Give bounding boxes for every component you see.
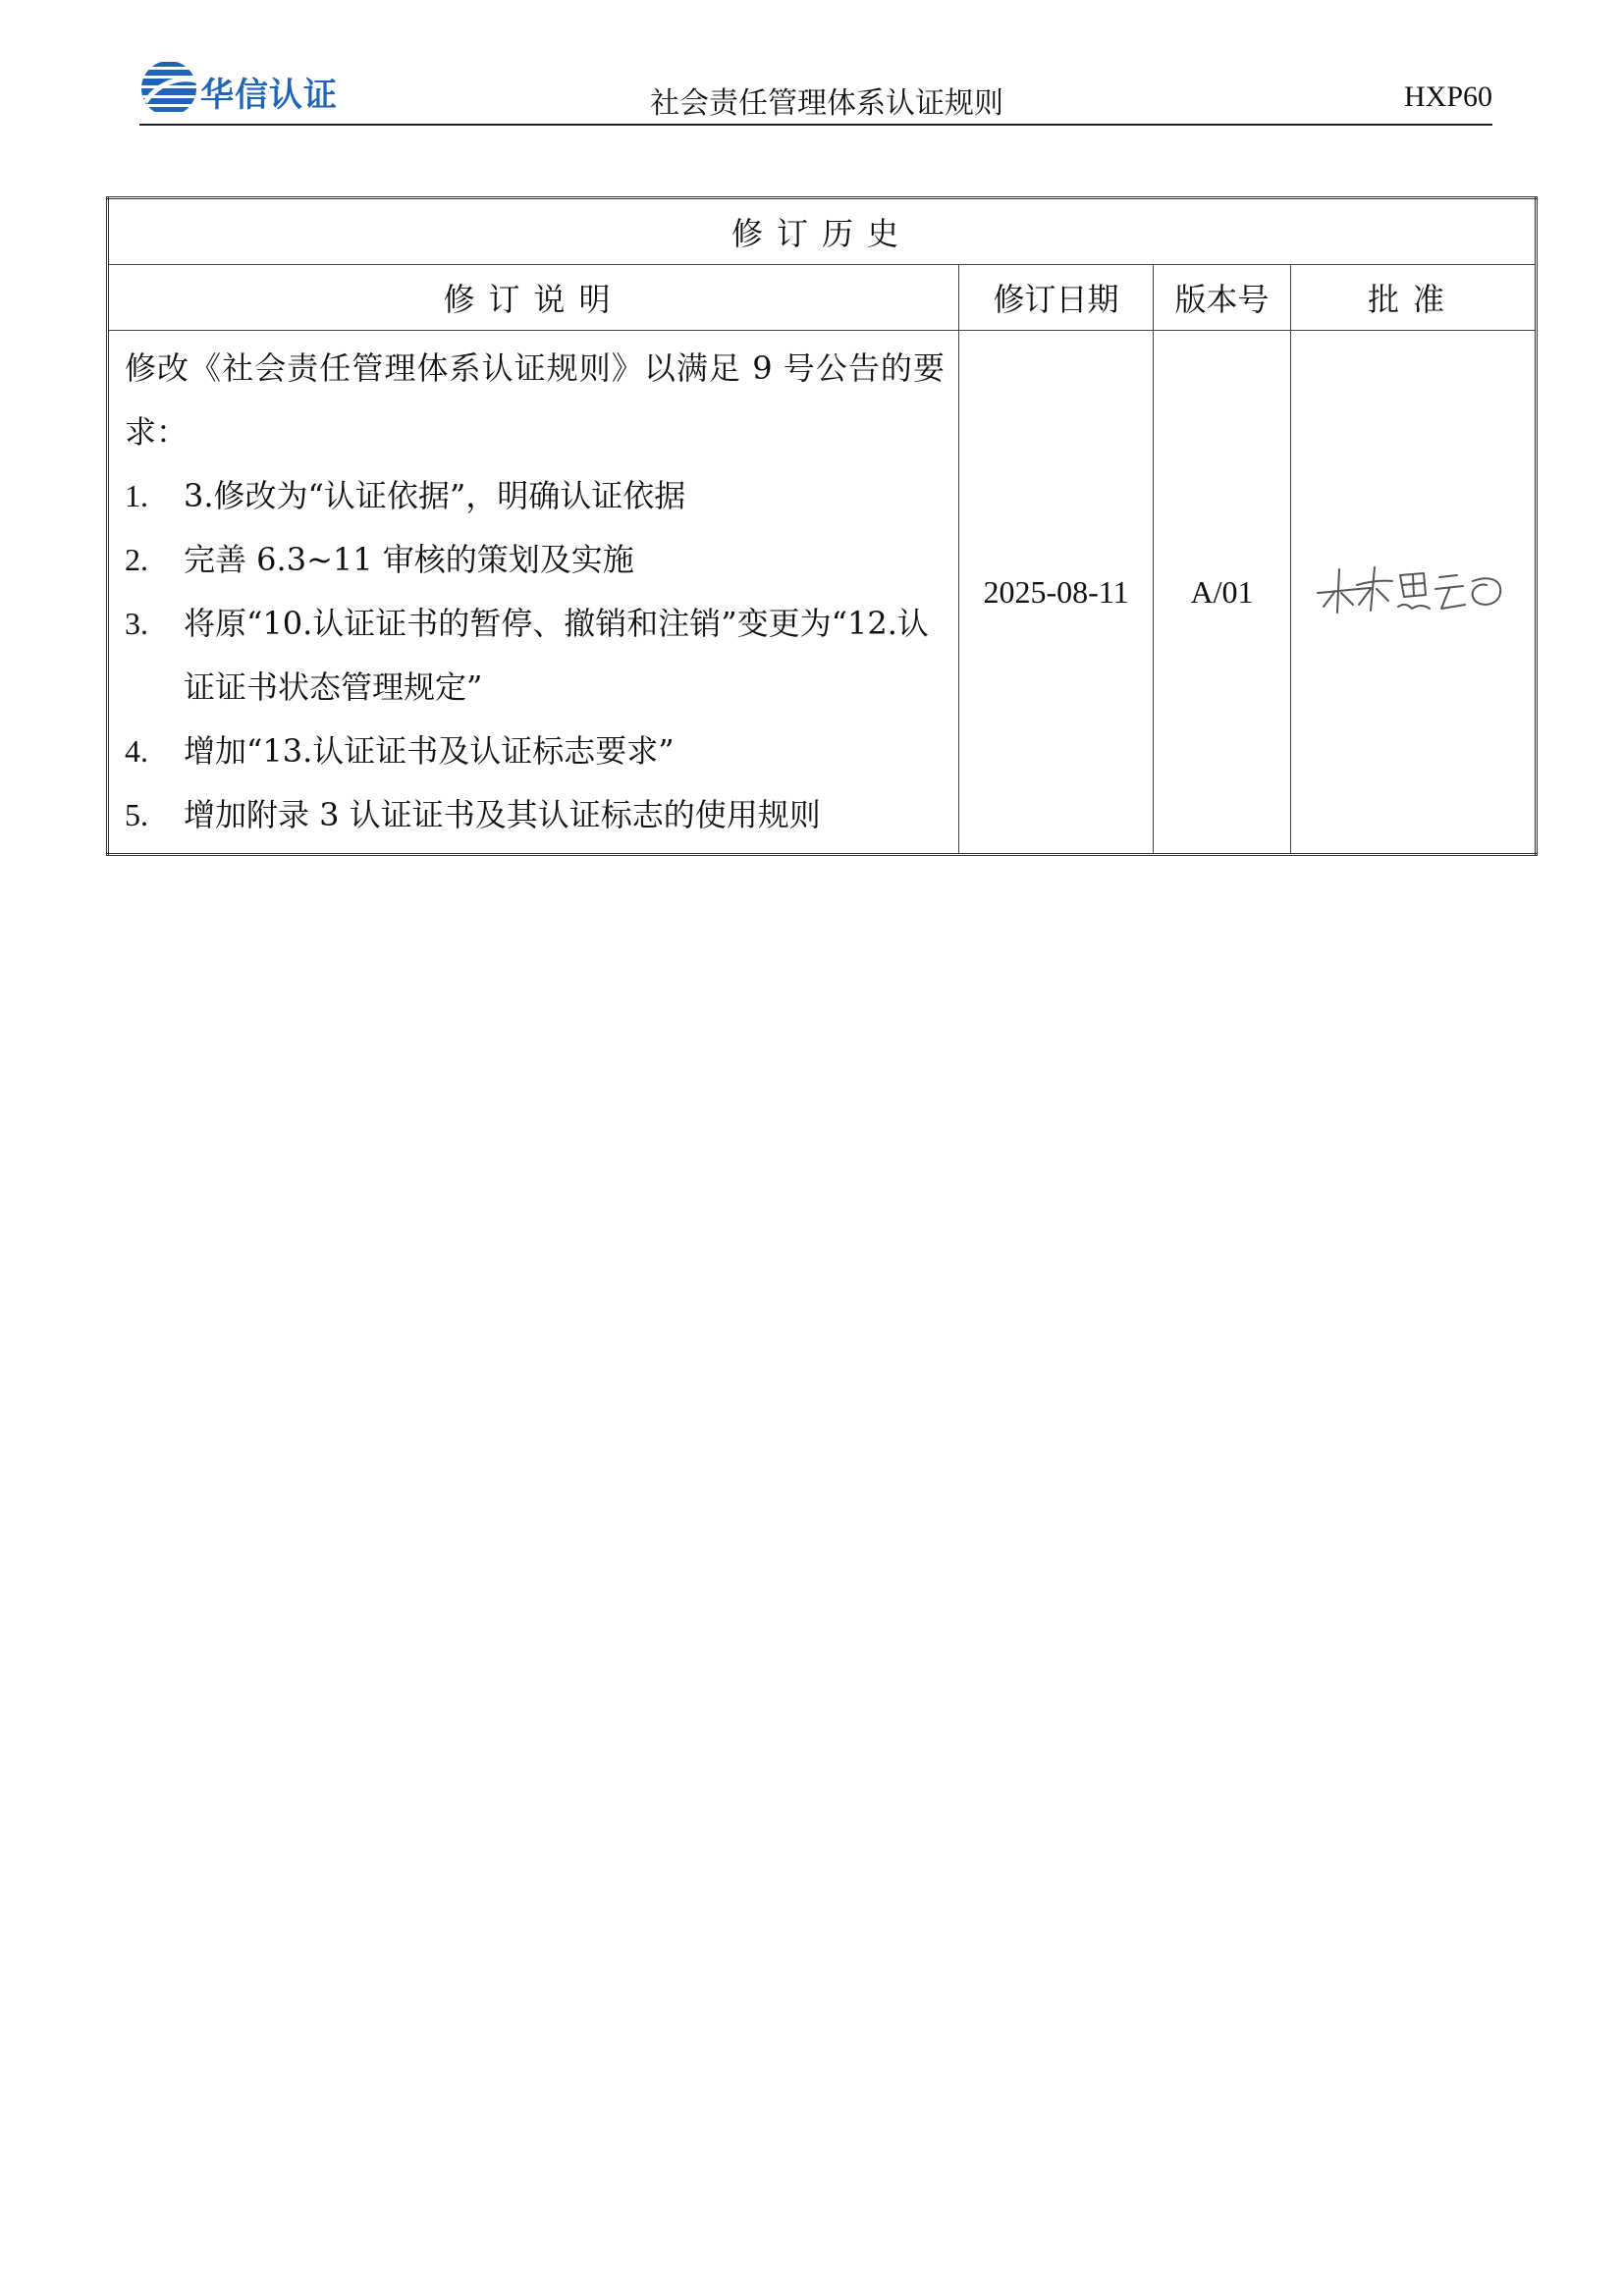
list-item-text: 3.修改为“认证依据”，明确认证依据 [184, 477, 686, 514]
list-item-number: 3. [125, 606, 148, 641]
column-header-approval: 批准 [1291, 265, 1537, 331]
list-item-text: 完善 6.3~11 审核的策划及实施 [184, 541, 634, 578]
globe-logo-icon [139, 59, 198, 118]
logo-text: 华信认证 [200, 76, 338, 115]
list-item-text: 增加“13.认证证书及认证标志要求” [184, 732, 675, 770]
handwritten-signature [1310, 556, 1516, 624]
document-code: HXP60 [1403, 80, 1492, 113]
list-item-number: 1. [125, 478, 148, 513]
list-item-number: 5. [125, 797, 148, 832]
revision-description [108, 331, 959, 855]
column-header-version: 版本号 [1154, 265, 1291, 331]
header-divider [139, 124, 1492, 126]
list-item-text: 将原“10.认证证书的暂停、撤销和注销”变更为“12.认证证书状态管理规定” [184, 605, 929, 706]
table-title: 修订历史 [108, 198, 1537, 265]
company-logo [139, 59, 375, 118]
page-header [139, 57, 1492, 126]
list-item [125, 720, 945, 783]
list-item [125, 783, 945, 847]
list-item [125, 464, 945, 528]
list-item-number: 2. [125, 542, 148, 577]
revision-version: A/01 [1154, 331, 1291, 855]
column-header-description: 修订说明 [108, 265, 959, 331]
revision-date: 2025-08-11 [959, 331, 1154, 855]
table-row [108, 331, 1537, 855]
list-item-number: 4. [125, 733, 148, 769]
list-item [125, 592, 945, 720]
revision-intro: 修改《社会责任管理体系认证规则》以满足 9 号公告的要求： [125, 349, 945, 451]
column-header-date: 修订日期 [959, 265, 1154, 331]
list-item [125, 528, 945, 592]
list-item-text: 增加附录 3 认证证书及其认证标志的使用规则 [184, 796, 821, 833]
revision-history-table [106, 196, 1538, 856]
approval-signature [1291, 331, 1537, 855]
document-title: 社会责任管理体系认证规则 [650, 86, 1003, 121]
